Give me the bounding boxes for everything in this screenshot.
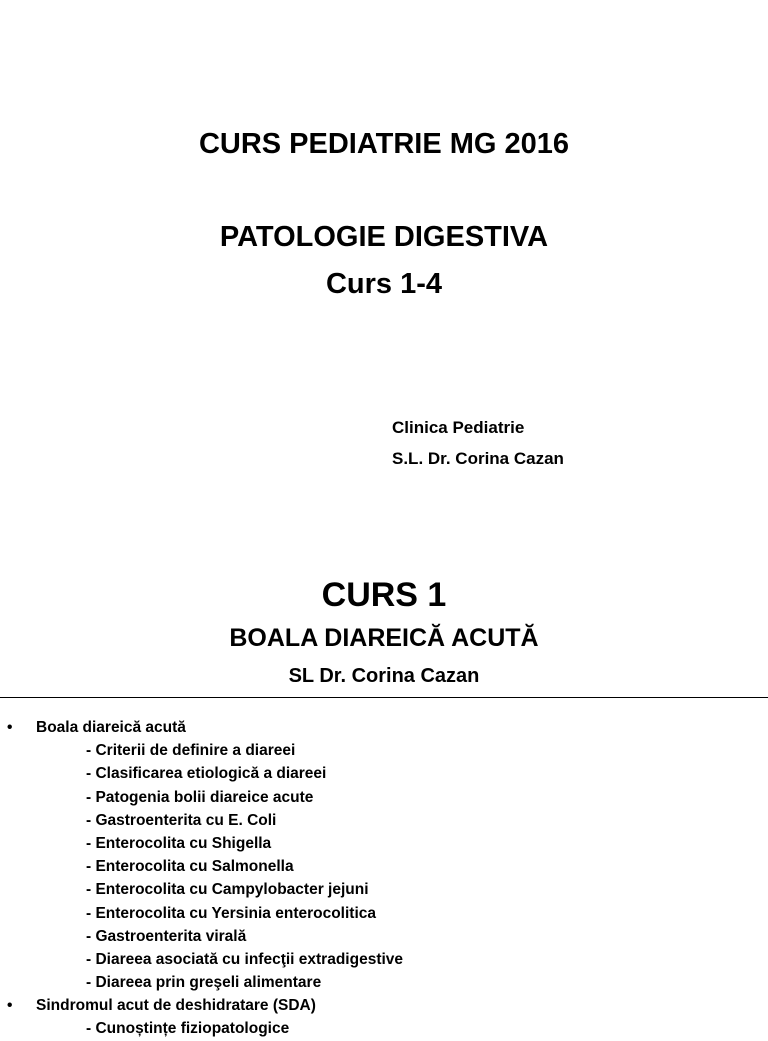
course-subtitle: PATOLOGIE DIGESTIVA (219, 221, 549, 253)
subtopic-item: - Clasificarea etiologică a diareei (86, 765, 327, 783)
list-item (0, 809, 768, 832)
author-name: S.L. Dr. Corina Cazan (392, 449, 564, 468)
bullet-icon: • (7, 997, 13, 1015)
lecture-number: CURS 1 (321, 576, 447, 614)
list-item (0, 786, 768, 809)
list-item (0, 878, 768, 901)
subtopic-item: - Enterocolita cu Shigella (86, 834, 272, 852)
list-item (0, 994, 768, 1017)
subtopic-item: - Enterocolita cu Salmonella (86, 858, 294, 876)
section-heading: Sindromul acut de deshidratare (SDA) (36, 997, 316, 1015)
subtopic-item: - Patogenia bolii diareice acute (86, 788, 314, 806)
list-item (0, 971, 768, 994)
course-range: Curs 1-4 (325, 268, 443, 300)
subtopic-item: - Diareea prin greşeli alimentare (86, 974, 322, 992)
clinic-name: Clinica Pediatrie (392, 418, 525, 437)
subtopic-item: - Cunoștințe fiziopatologice (86, 1020, 290, 1038)
subtopic-item: - Gastroenterita virală (86, 927, 247, 945)
title-slide (0, 0, 768, 520)
list-item (0, 716, 768, 739)
lecture-topic: BOALA DIAREICĂ ACUTĂ (229, 624, 539, 652)
list-item (0, 1017, 768, 1040)
section-heading: Boala diareică acută (36, 719, 186, 736)
lecture-author: SL Dr. Corina Cazan (288, 665, 480, 687)
list-item (0, 762, 768, 785)
contents-list (0, 716, 768, 1041)
subtopic-item: - Diareea asociată cu infecţii extradigestive (86, 950, 404, 968)
list-item (0, 855, 768, 878)
subtopic-item: - Enterocolita cu Yersinia enterocolitica (86, 904, 377, 922)
list-item (0, 925, 768, 948)
subtopic-item: - Enterocolita cu Campylobacter jejuni (86, 881, 369, 899)
bullet-icon: • (7, 719, 13, 736)
list-item (0, 948, 768, 971)
subtopic-item: - Criterii de definire a diareei (86, 742, 296, 760)
list-item (0, 902, 768, 925)
list-item (0, 832, 768, 855)
course-title: CURS PEDIATRIE MG 2016 (198, 128, 570, 160)
list-item (0, 739, 768, 762)
subtopic-item: - Gastroenterita cu E. Coli (86, 811, 277, 829)
